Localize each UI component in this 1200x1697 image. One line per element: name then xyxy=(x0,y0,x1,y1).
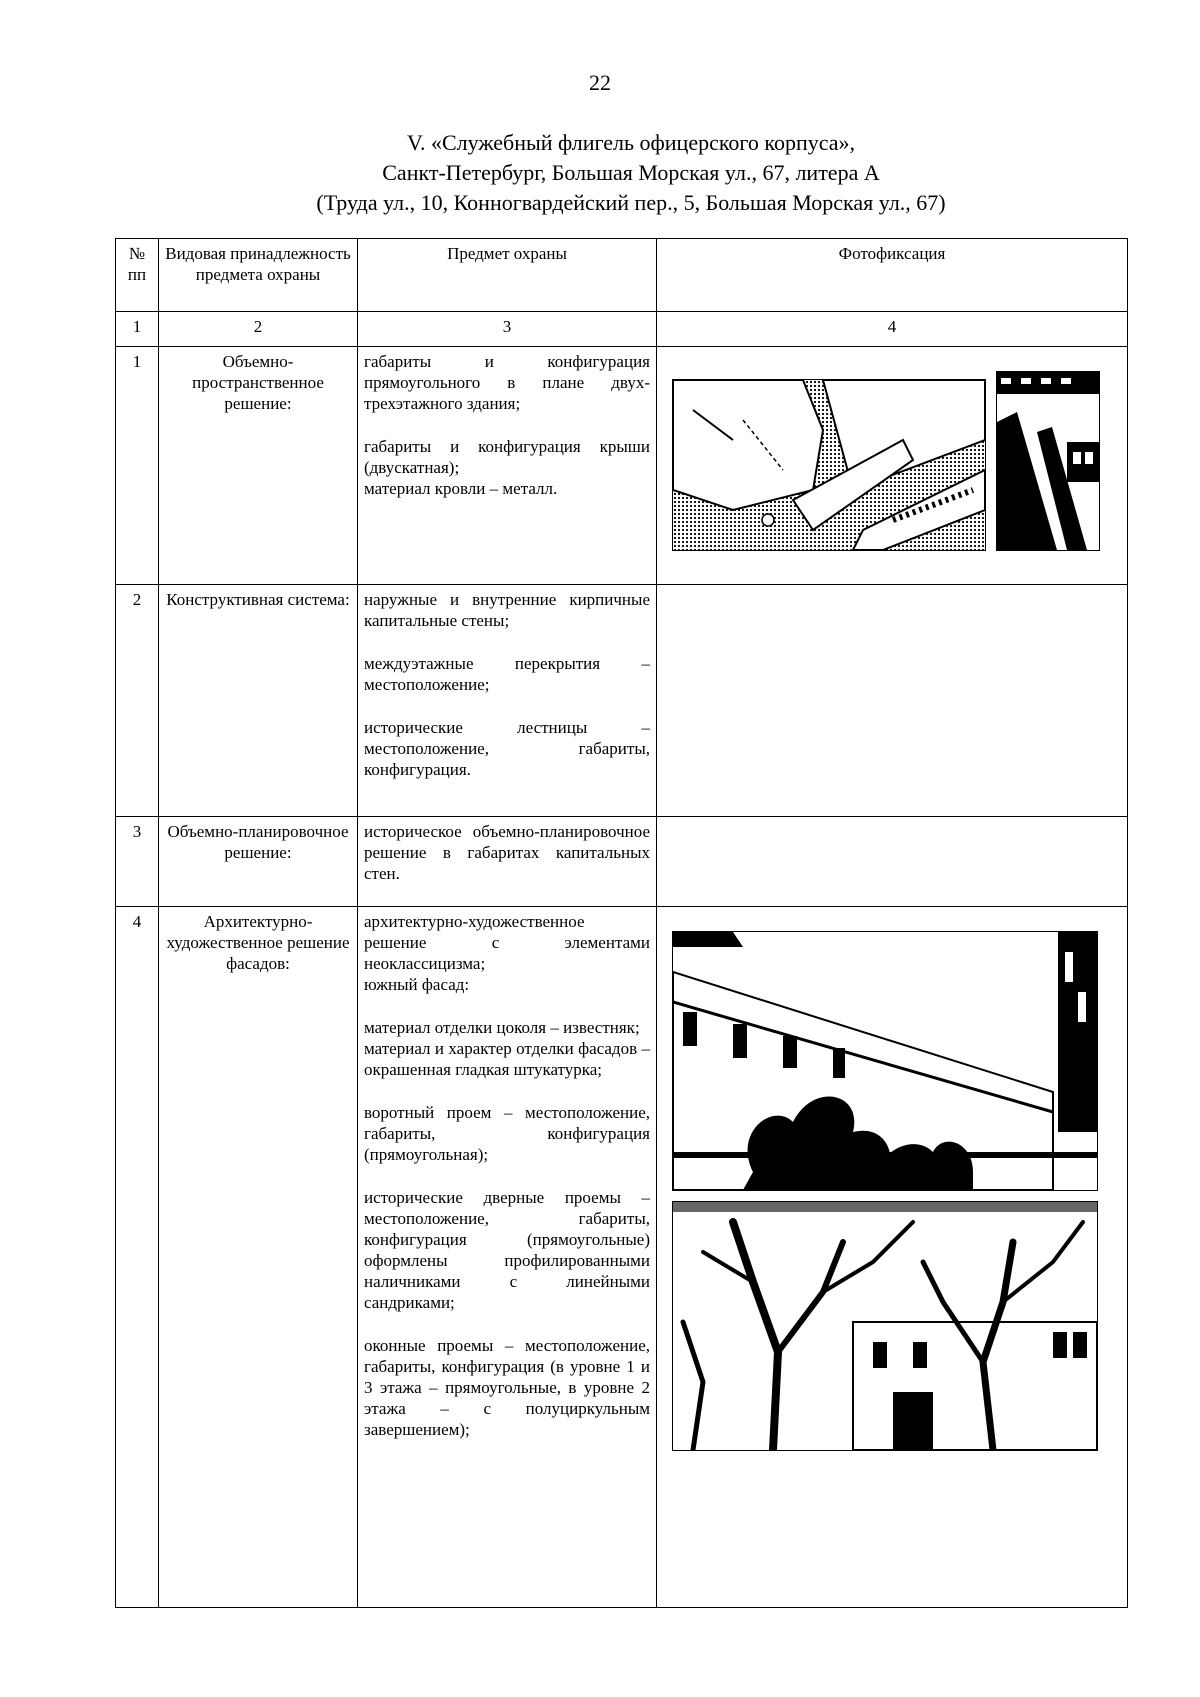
row-photos-empty xyxy=(657,817,1128,907)
subject-item: материал отделки цоколя – известняк; материал и характер отделки фасадов – окрашенная гладкая штукатурка; xyxy=(364,1018,650,1079)
subject-item: габариты и конфигурация прямоугольного в плане двух-трехэтажного здания; xyxy=(364,352,650,413)
table-row xyxy=(116,817,1128,907)
subject-item: наружные и внутренние кирпичные капитальные стены; xyxy=(364,590,650,630)
table-row xyxy=(116,907,1128,1608)
subject-item: оконные проемы – местоположение, габариты, конфигурация (в уровне 1 и 3 этажа – прямоугольные, в уровне 2 этажа – с полуциркульным завершением); xyxy=(364,1336,650,1439)
row-number: 1 xyxy=(116,347,159,585)
south-facade-photo xyxy=(672,931,1098,1191)
numbering-cell: 1 xyxy=(116,312,159,347)
row-category: Объемно-планировочное решение: xyxy=(159,817,358,907)
row-number: 3 xyxy=(116,817,159,907)
row-category: Конструктивная система: xyxy=(159,585,358,817)
protection-table xyxy=(115,238,1128,1608)
row-category: Архитектурно-художественное решение фасадов: xyxy=(159,907,358,1608)
page-number: 22 xyxy=(589,70,611,95)
roof-photo xyxy=(996,371,1100,551)
subject-item: габариты и конфигурация крыши (двускатная); материал кровли – металл. xyxy=(364,437,650,498)
header-col-category: Видовая принадлежность предмета охраны xyxy=(159,239,358,312)
subject-item: архитектурно-художественное решение с элементами неоклассицизма; южный фасад: xyxy=(364,912,650,994)
row-number: 2 xyxy=(116,585,159,817)
site-plan-map xyxy=(672,379,986,551)
subject-item: междуэтажные перекрытия – местоположение; xyxy=(364,654,650,694)
row-subject xyxy=(358,347,657,585)
numbering-cell: 4 xyxy=(657,312,1128,347)
row-photos xyxy=(657,907,1128,1608)
table-row xyxy=(116,585,1128,817)
header-col-number: № пп xyxy=(116,239,159,312)
row-category: Объемно-пространственное решение: xyxy=(159,347,358,585)
row-photos-empty xyxy=(657,585,1128,817)
numbering-cell: 3 xyxy=(358,312,657,347)
header-row xyxy=(116,239,1128,312)
subject-item: исторические дверные проемы – местоположение, габариты, конфигурация (прямоугольные) оформлены профилированными наличниками с линейными сандриками; xyxy=(364,1188,650,1312)
header-col-photo: Фотофиксация xyxy=(657,239,1128,312)
row-subject xyxy=(358,817,657,907)
document-title xyxy=(0,128,1200,218)
subject-item: исторические лестницы – местоположение, габариты, конфигурация. xyxy=(364,718,650,779)
title-line-1: V. «Служебный флигель офицерского корпуса», xyxy=(406,130,856,155)
header-col-subject: Предмет охраны xyxy=(358,239,657,312)
courtyard-facade-photo xyxy=(672,1201,1098,1451)
row-subject xyxy=(358,907,657,1608)
row-number: 4 xyxy=(116,907,159,1608)
title-line-2: Санкт-Петербург, Большая Морская ул., 67, литера А xyxy=(382,160,880,185)
numbering-row xyxy=(116,312,1128,347)
row-photos xyxy=(657,347,1128,585)
title-line-3: (Труда ул., 10, Конногвардейский пер., 5, Большая Морская ул., 67) xyxy=(316,190,946,215)
numbering-cell: 2 xyxy=(159,312,358,347)
subject-item: историческое объемно-планировочное решение в габаритах капитальных стен. xyxy=(364,822,650,883)
subject-item: воротный проем – местоположение, габариты, конфигурация (прямоугольная); xyxy=(364,1103,650,1164)
row-subject xyxy=(358,585,657,817)
table-row xyxy=(116,347,1128,585)
